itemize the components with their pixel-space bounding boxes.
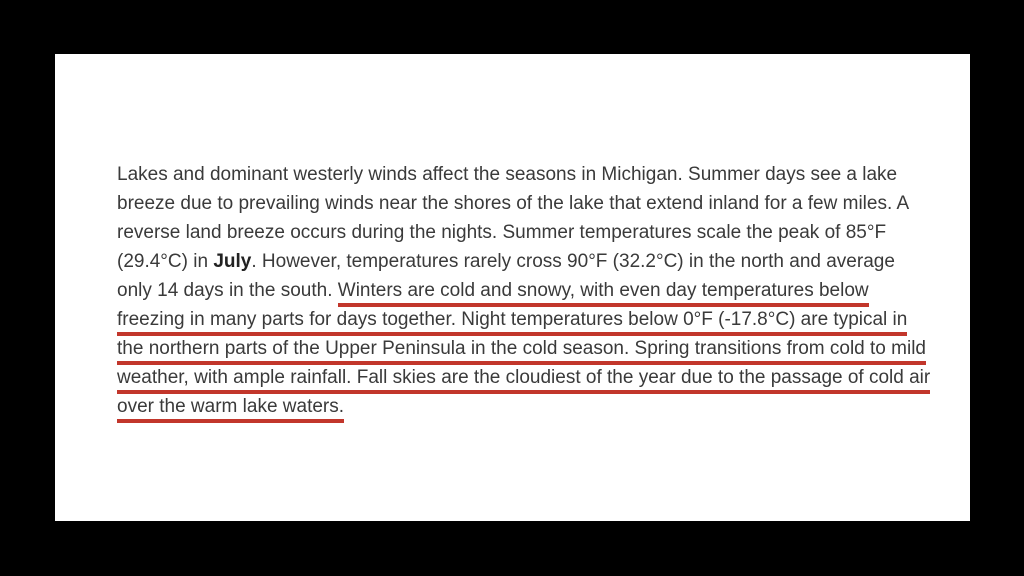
text-segment: reverse land breeze occurs during the nights. Summer temperatures scale the peak of 85°F — [117, 222, 887, 243]
paragraph — [117, 160, 932, 421]
text-line — [117, 363, 932, 392]
underlined-text-segment: Winters are cold and snowy, with even day temperatures below — [338, 280, 869, 307]
underlined-text-segment: freezing in many parts for days together. Night temperatures below 0°F (-17.8°C) are typical in — [117, 309, 907, 336]
text-line — [117, 189, 932, 218]
bold-text-segment: July — [213, 251, 252, 272]
text-segment: only 14 days in the south. — [117, 280, 338, 301]
text-line — [117, 392, 932, 421]
text-line — [117, 334, 932, 363]
text-segment: (29.4°C) in — [117, 251, 214, 272]
underlined-text-segment: the northern parts of the Upper Peninsula in the cold season. Spring transitions from cold to mild — [117, 338, 926, 365]
text-segment: breeze due to prevailing winds near the shores of the lake that extend inland for a few miles. A — [117, 193, 910, 214]
text-line — [117, 218, 932, 247]
text-line — [117, 305, 932, 334]
underlined-text-segment: weather, with ample rainfall. Fall skies are the cloudiest of the year due to the passage of cold air — [117, 367, 930, 394]
text-segment: Lakes and dominant westerly winds affect the seasons in Michigan. Summer days see a lake — [117, 164, 898, 185]
text-line — [117, 276, 932, 305]
text-line — [117, 247, 932, 276]
text-segment: . However, temperatures rarely cross 90°F (32.2°C) in the north and average — [251, 251, 895, 272]
text-line — [117, 160, 932, 189]
document-page — [55, 54, 970, 521]
underlined-text-segment: over the warm lake waters. — [117, 396, 344, 423]
